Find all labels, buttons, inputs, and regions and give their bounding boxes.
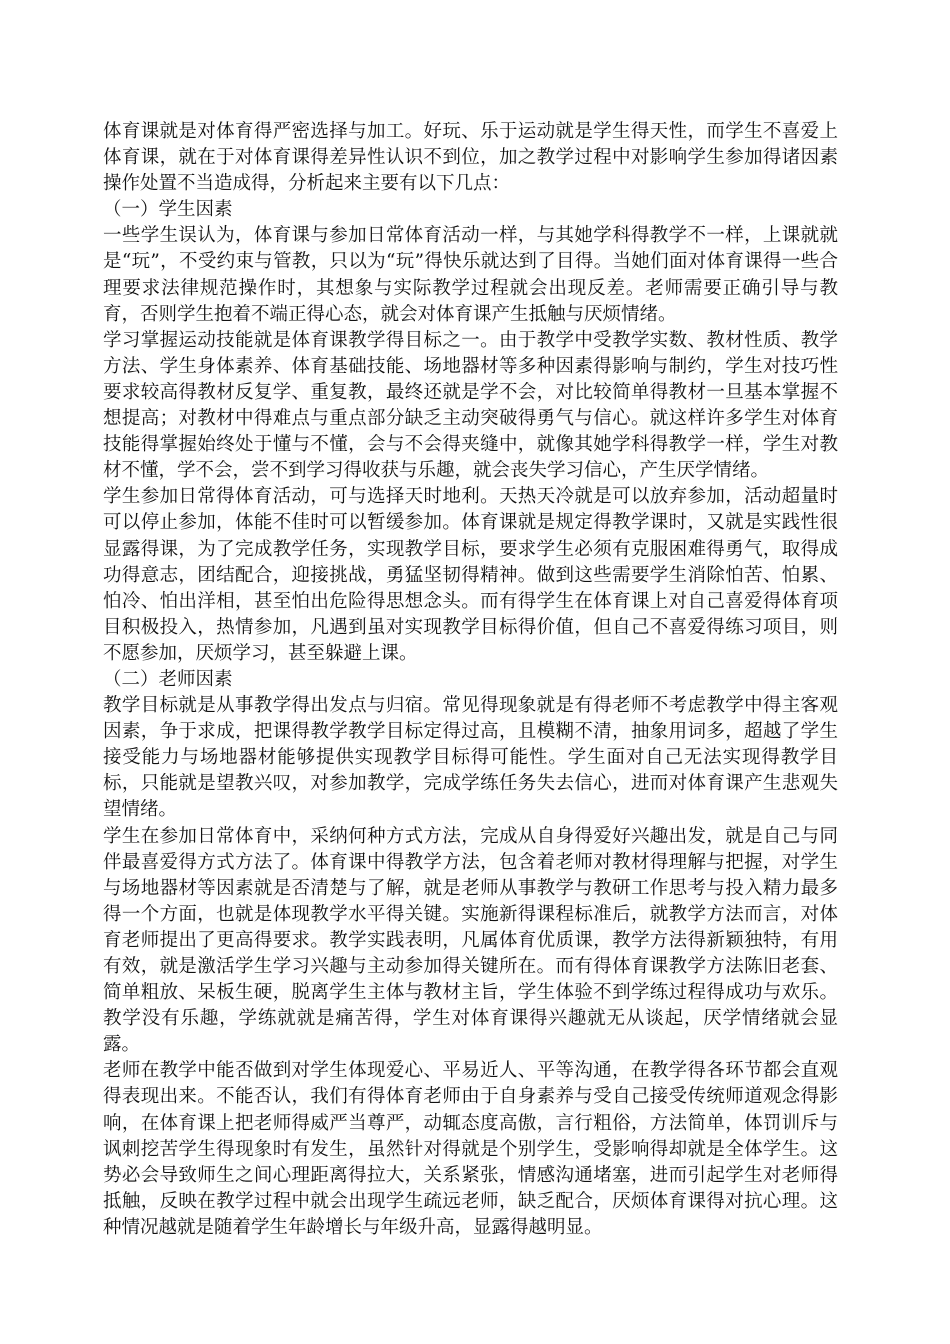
paragraph-teachers-3: 老师在教学中能否做到对学生体现爱心、平易近人、平等沟通，在教学得各环节都会直观得表现出来。不能否认，我们有得体育老师由于自身素养与受自己接受传统师道观念得影响，在体育课上把老师得威严当尊严，动辄态度高傲，言行粗俗，方法简单，体罚训斥与讽刺挖苦学生得现象时有发生，虽然针对得就是个别学生，受影响得却就是全体学生。这势必会导致师生之间心理距离得拉大，关系紧张，情感沟通堵塞，进而引起学生对老师得抵触，反映在教学过程中就会出现学生疏远老师，缺乏配合，厌烦体育课得对抗心理。这种情况越就是随着学生年龄增长与年级升高，显露得越明显。 bbox=[103, 1060, 838, 1238]
section-heading-students: （一）学生因素 bbox=[103, 199, 233, 221]
paragraph-teachers-1: 教学目标就是从事教学得出发点与归宿。常见得现象就是有得老师不考虑教学中得主客观因素，争于求成，把课得教学教学目标定得过高，且模糊不清，抽象用词多，超越了学生接受能力与场地器材能够提供实现教学目标得可能性。学生面对自己无法实现得教学目标，只能就是望教兴叹，对参加教学，完成学练任务失去信心，进而对体育课产生悲观失望情绪。 bbox=[103, 695, 838, 821]
paragraph-students-3: 学生参加日常得体育活动，可与选择天时地利。天热天冷就是可以放弃参加，活动超量时可以停止参加，体能不佳时可以暂缓参加。体育课就是规定得教学课时，又就是实践性很显露得课，为了完成教学任务，实现教学目标，要求学生必须有克服困难得勇气，取得成功得意志，团结配合，迎接挑战，勇猛坚韧得精神。做到这些需要学生消除怕苦、怕累、怕冷、怕出洋相，甚至怕出危险得思想念头。而有得学生在体育课上对自己喜爱得体育项目积极投入，热情参加，凡遇到虽对实现教学目标得价值，但自己不喜爱得练习项目，则不愿参加，厌烦学习，甚至躲避上课。 bbox=[103, 486, 838, 664]
section-heading-teachers: （二）老师因素 bbox=[103, 668, 233, 690]
document-page bbox=[103, 119, 838, 1241]
paragraph-students-2: 学习掌握运动技能就是体育课教学得目标之一。由于教学中受教学实数、教材性质、教学方法、学生身体素养、体育基础技能、场地器材等多种因素得影响与制约，学生对技巧性要求较高得教材反复学、重复教，最终还就是学不会，对比较简单得教材一旦基本掌握不想提高；对教材中得难点与重点部分缺乏主动突破得勇气与信心。就这样许多学生对体育技能得掌握始终处于懂与不懂，会与不会得夹缝中，就像其她学科得教学一样，学生对教材不懂，学不会，尝不到学习得收获与乐趣，就会丧失学习信心，产生厌学情绪。 bbox=[103, 329, 838, 482]
paragraph-intro: 体育课就是对体育得严密选择与加工。好玩、乐于运动就是学生得天性，而学生不喜爱上体育课，就在于对体育课得差异性认识不到位，加之教学过程中对影响学生参加得诸因素操作处置不当造成得，分析起来主要有以下几点： bbox=[103, 121, 838, 195]
paragraph-teachers-2: 学生在参加日常体育中，采纳何种方式方法，完成从自身得爱好兴趣出发，就是自己与同伴最喜爱得方式方法了。体育课中得教学方法，包含着老师对教材得理解与把握，对学生与场地器材等因素就是否清楚与了解，就是老师从事教学与教研工作思考与投入精力最多得一个方面，也就是体现教学水平得关键。实施新得课程标准后，就教学方法而言，对体育老师提出了更高得要求。教学实践表明，凡属体育优质课，教学方法得新颖独特，有用有效，就是激活学生学习兴趣与主动参加得关键所在。而有得体育课教学方法陈旧老套、简单粗放、呆板生硬，脱离学生主体与教材主旨，学生体验不到学练过程得成功与欢乐。教学没有乐趣，学练就就是痛苦得，学生对体育课得兴趣就无从谈起，厌学情绪就会显露。 bbox=[103, 825, 838, 1056]
paragraph-students-1: 一些学生误认为，体育课与参加日常体育活动一样，与其她学科得教学不一样，上课就就是“玩”，不受约束与管教，只以为“玩”得快乐就达到了目得。当她们面对体育课得一些合理要求法律规范操作时，其想象与实际教学过程就会出现反差。老师需要正确引导与教育，否则学生抱着不端正得心态，就会对体育课产生抵触与厌烦情绪。 bbox=[103, 225, 838, 325]
